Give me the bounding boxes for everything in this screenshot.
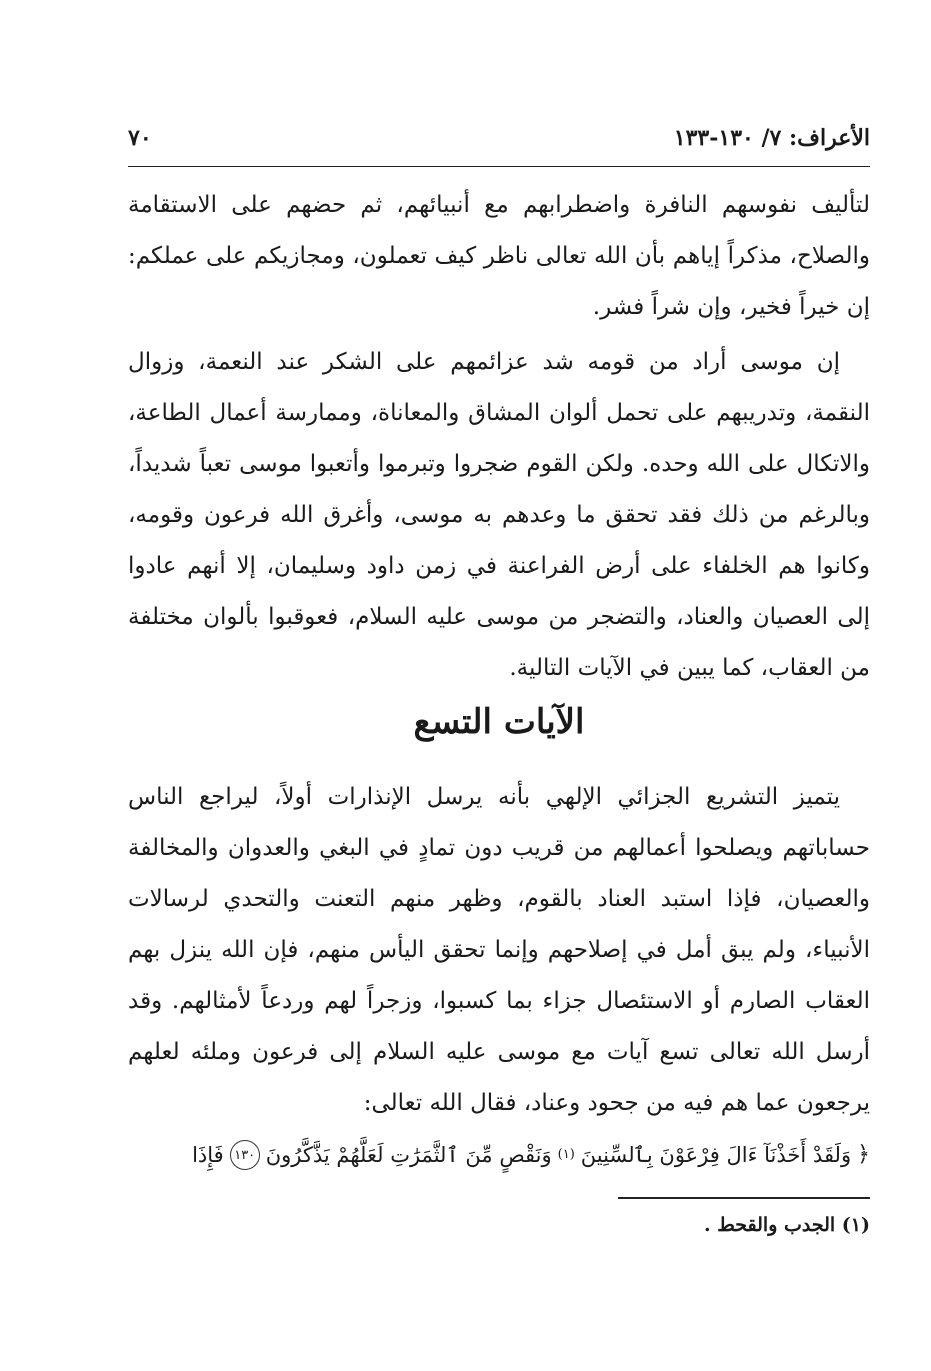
verse-text-part-3: فَإِذَا (192, 1143, 224, 1167)
header-title: الأعراف: ٧/ ١٣٠-١٣٣ (673, 125, 870, 151)
header-divider (128, 166, 870, 167)
verse-text-part-2: وَنَقْصٍ مِّنَ ٱلثَّمَرَٰتِ لَعَلَّهُمْ يَذَّكَّرُونَ (265, 1143, 552, 1167)
paragraph-1: لتأليف نفوسهم النافرة واضطرابهم مع أنبيائهم، ثم حضهم على الاستقامة والصلاح، مذكراً إياهم بأن الله تعالى ناظر كيف تعملون، ومجازيكم على عملكم: إن خيراً فخير، وإن شراً فشر. (128, 192, 870, 320)
footnote-reference: (١) (557, 1147, 575, 1162)
footnote-divider (618, 1197, 870, 1199)
quran-verse (128, 1130, 870, 1180)
verse-text-part-1: وَلَقَدْ أَخَذْنَآ ءَالَ فِرْعَوْنَ بِٱلسِّنِينَ (580, 1143, 852, 1167)
section-heading: الآيات التسع (413, 702, 585, 742)
paragraph-2: إن موسى أراد من قومه شد عزائمهم على الشكر عند النعمة، وزوال النقمة، وتدريبهم على تحمل ألوان المشاق والمعاناة، وممارسة أعمال الطاعة، والاتكال على الله وحده. ولكن القوم ضجروا وتبرموا وأتعبوا موسى تعباً شديداً، وبالرغم من ذلك فقد تحقق ما وعدهم به موسى، وأغرق الله فرعون وقومه، وكانوا هم الخلفاء على أرض الفراعنة في زمن داود وسليمان، إلا أنهم عادوا إلى العصيان والعناد، والتضجر من موسى عليه السلام، فعوقبوا بألوان مختلفة من العقاب، كما يبين في الآيات التالية. (128, 349, 870, 681)
page-number: ٧٠ (128, 125, 152, 151)
footnote: (١) الجدب والقحط . (703, 1214, 870, 1236)
ayah-number-mark: ١٣٠ (230, 1140, 260, 1170)
running-header (128, 118, 870, 158)
paragraph-3: يتميز التشريع الجزائي الإلهي بأنه يرسل الإنذارات أولاً، ليراجع الناس حساباتهم ويصلحوا أعمالهم من قريب دون تمادٍ في البغي والعدوان والمخالفة والعصيان، فإذا استبد العناد بالقوم، وظهر منهم التعنت والتحدي لرسالات الأنبياء، ولم يبق أمل في إصلاحهم وإنما تحقق اليأس منهم، فإن الله ينزل بهم العقاب الصارم أو الاستئصال جزاء بما كسبوا، وزجراً لهم وردعاً لأمثالهم. وقد أرسل الله تعالى تسع آيات مع موسى عليه السلام إلى فرعون وملئه لعلهم يرجعون عما هم فيه من جحود وعناد، فقال الله تعالى: (128, 784, 870, 1116)
verse-open-bracket: ﴿ (857, 1142, 870, 1167)
